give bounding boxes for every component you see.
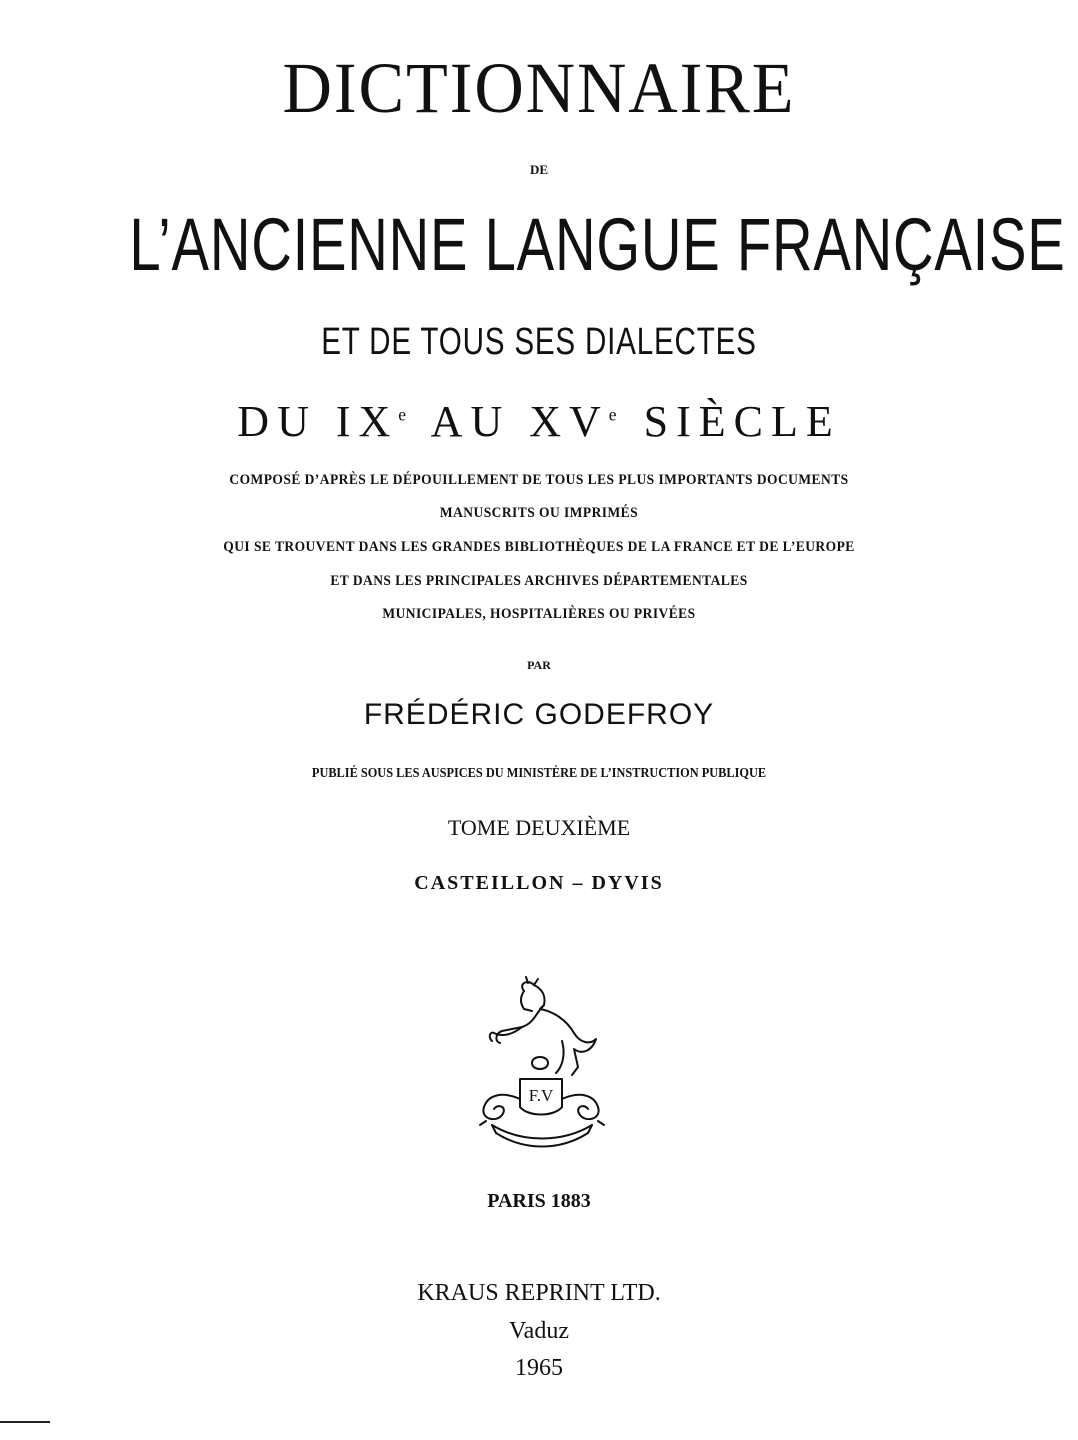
reprint-year: 1965: [515, 1355, 563, 1381]
description-line: MANUSCRITS OU IMPRIMÉS: [439, 505, 639, 521]
description-line: MUNICIPALES, HOSPITALIÈRES OU PRIVÉES: [382, 606, 696, 622]
book-title: DICTIONNAIRE: [282, 48, 796, 128]
period-suffix: SIÈCLE: [624, 397, 841, 446]
title-connector: DE: [529, 162, 549, 177]
description-line: QUI SE TROUVENT DANS LES GRANDES BIBLIOTHÈQUES DE LA FRANCE ET DE L’EUROPE: [223, 539, 855, 555]
dialects-line: ET DE TOUS SES DIALECTES: [321, 321, 757, 363]
tome-label: TOME DEUXIÈME: [447, 815, 631, 840]
period-prefix: DU IX: [237, 397, 399, 446]
author-name: FRÉDÉRIC GODEFROY: [363, 698, 715, 731]
emblem-monogram: F.V: [528, 1086, 554, 1105]
margin-rule: [0, 1421, 50, 1423]
period-sup-1: e: [398, 404, 415, 425]
imprint-line: PARIS 1883: [487, 1190, 591, 1212]
by-label: PAR: [527, 658, 551, 672]
period-sup-2: e: [608, 404, 625, 425]
period-line: [0, 397, 1078, 446]
book-subject: L’ANCIENNE LANGUE FRANÇAISE: [129, 203, 1066, 286]
volume-range: CASTEILLON – DYVIS: [414, 872, 664, 894]
period-middle: AU XV: [414, 397, 609, 446]
description-line: COMPOSÉ D’APRÈS LE DÉPOUILLEMENT DE TOUS LES PLUS IMPORTANTS DOCUMENTS: [229, 472, 849, 488]
horse-emblem-icon: [462, 975, 622, 1155]
reprint-city: Vaduz: [509, 1318, 569, 1344]
description-line: ET DANS LES PRINCIPALES ARCHIVES DÉPARTEMENTALES: [330, 573, 748, 589]
reprint-publisher: KRAUS REPRINT LTD.: [417, 1280, 661, 1306]
publisher-note: PUBLIÉ SOUS LES AUSPICES DU MINISTÈRE DE L’INSTRUCTION PUBLIQUE: [311, 766, 767, 781]
